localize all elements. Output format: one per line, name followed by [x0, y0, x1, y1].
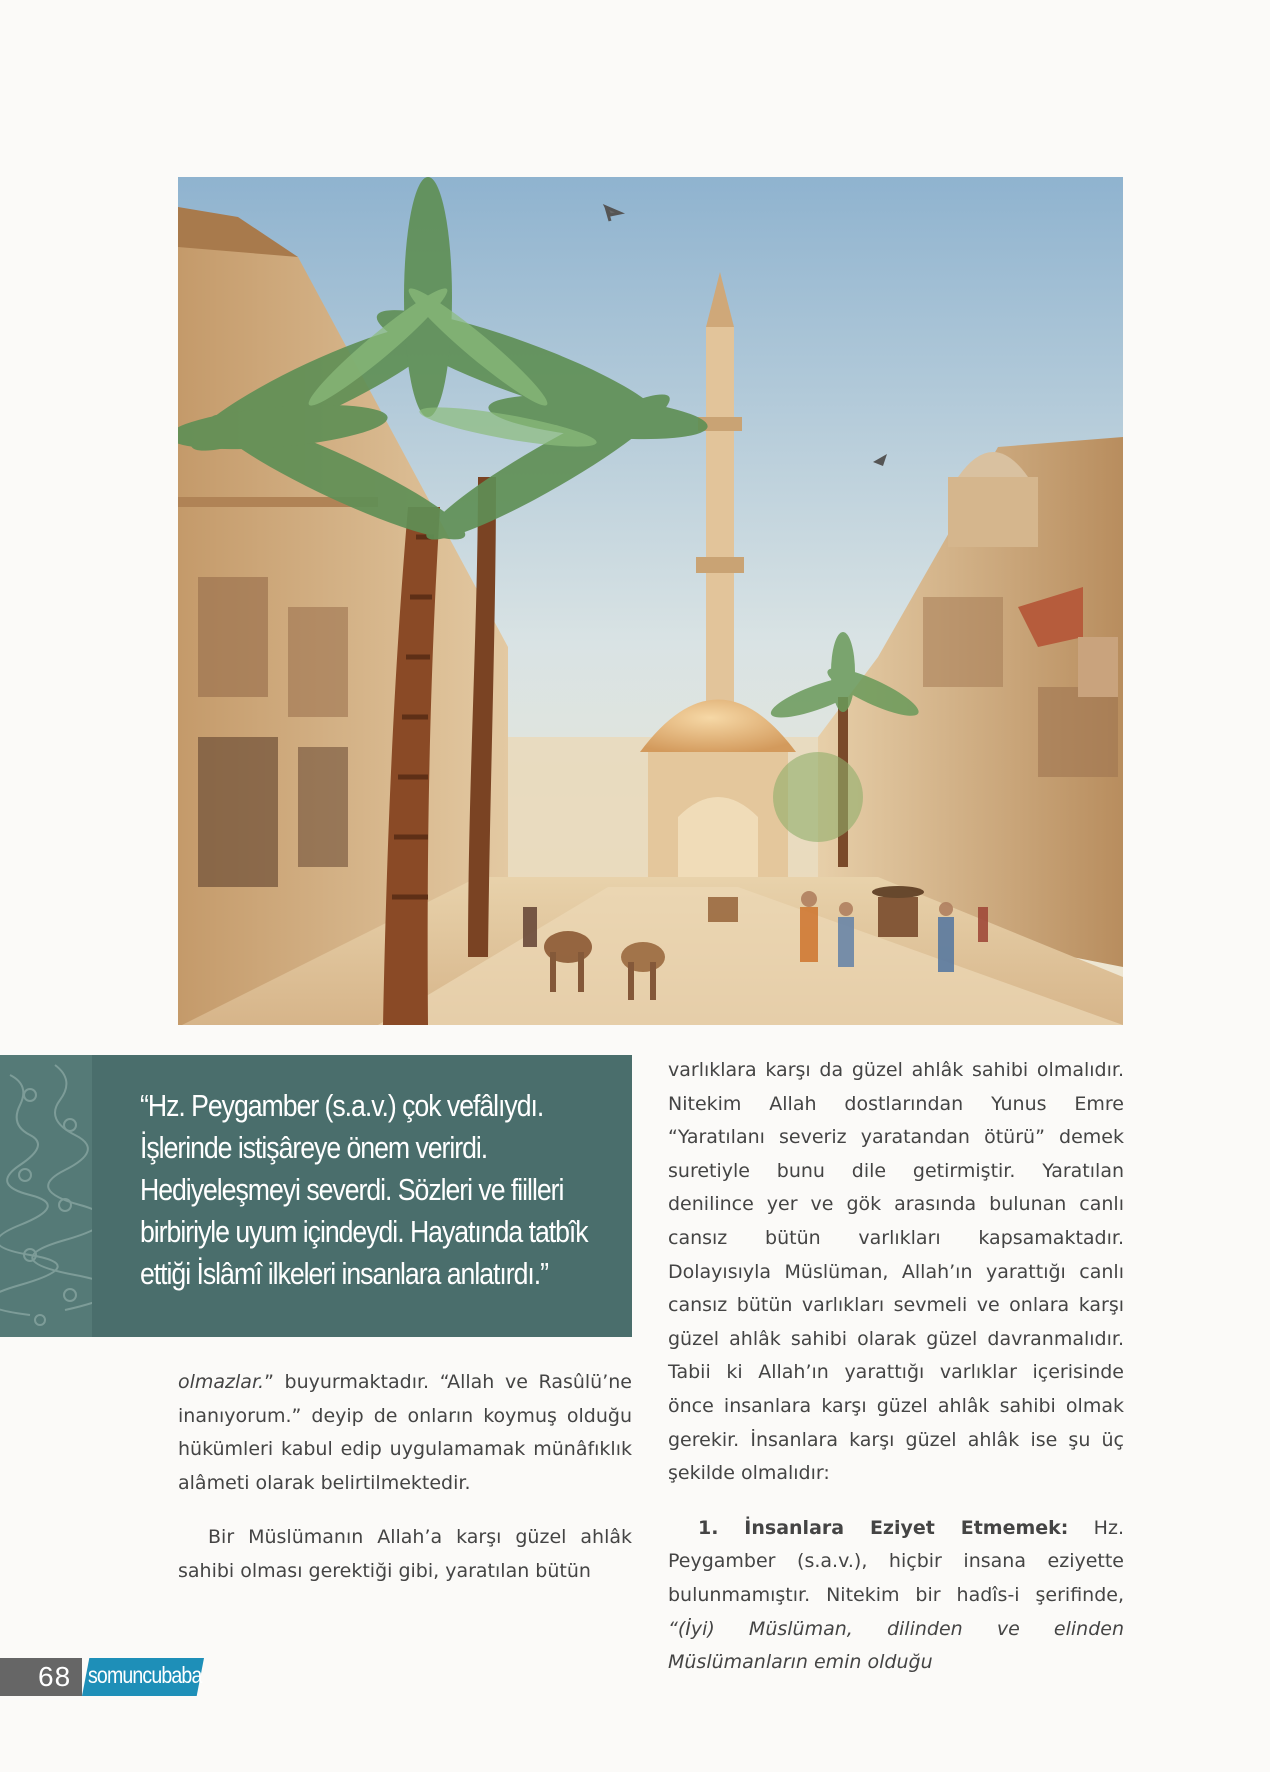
floral-pattern-ornament: [0, 1055, 92, 1337]
right-text-column: [668, 1054, 1124, 1680]
right-paragraph-2-text: Hz. Peygamber (s.a.v.), hiçbir insana eziyette bulunmamıştır. Nitekim bir hadîs-i şerifinde,: [668, 1516, 1124, 1606]
section-heading-inline: 1. İnsanlara Eziyet Etmemek:: [698, 1516, 1069, 1539]
page-footer: [0, 1658, 210, 1696]
pull-quote-text: “Hz. Peygamber (s.a.v.) çok vefâlıydı. İşlerinde istişâreye önem verirdi. Hediyeleşmeyi severdi. Sözleri ve fiilleri birbiriyle uyum içindeydi. Hayatında tatbîk ettiği İslâmî ilkeleri insanlara anlatırdı.”: [140, 1088, 588, 1291]
magazine-brand: somuncubaba: [88, 1662, 202, 1688]
pull-quote-box: [0, 1055, 632, 1337]
left-paragraph-2: Bir Müslümanın Allah’a karşı güzel ahlâk sahibi olması gerektiği gibi, yaratılan bütün: [178, 1526, 632, 1582]
hadith-quote: “(İyi) Müslüman, dilinden ve elinden Müslümanların emin olduğu: [668, 1617, 1124, 1674]
left-paragraph-1-text: ” buyurmaktadır. “Allah ve Rasûlü’ne inanıyorum.” deyip de onların koymuş olduğu hükümleri kabul edip uygulamamak münâfıklık alâmeti olarak belirtilmektedir.: [178, 1371, 632, 1494]
right-paragraph-1: varlıklara karşı da güzel ahlâk sahibi olmalıdır. Nitekim Allah dostlarından Yunus Emre “Yaratılanı severiz yaratandan ötürü” demek suretiyle bunu dile getirmiştir. Yaratılan denilince yer ve gök arasında bulunan canlı cansız bütün varlıkları kapsamaktadır. Dolayısıyla Müslüman, Allah’ın yarattığı canlı cansız bütün varlıkları sevmeli ve onlara karşı güzel ahlâk sahibi olarak güzel davranmalıdır. Tabii ki Allah’ın yarattığı varlıklar içerisinde önce insanlara karşı güzel ahlâk sahibi olmak gerekir. İnsanlara karşı güzel ahlâk ise şu üç şekilde olmalıdır:: [668, 1059, 1124, 1485]
page-number: 68: [38, 1661, 72, 1692]
left-text-column: [178, 1366, 632, 1589]
italic-quote-end: olmazlar.: [178, 1371, 265, 1393]
left-paragraph-1: [178, 1366, 632, 1500]
right-paragraph-2: [668, 1512, 1124, 1680]
street-painting-illustration: [178, 177, 1123, 1025]
